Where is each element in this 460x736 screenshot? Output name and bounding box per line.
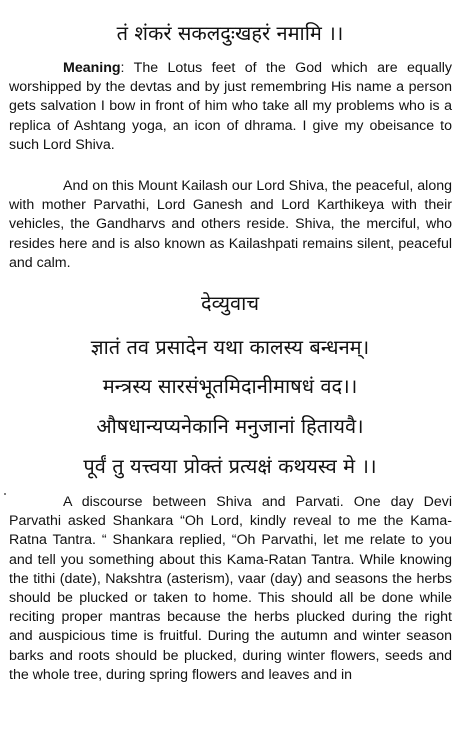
meaning-label: Meaning: [63, 60, 121, 76]
devi-uvacha-heading: देव्युवाच: [200, 291, 260, 315]
verse-line-3: औषधान्यप्यनेकानि मनुजानां हितायवै।: [96, 414, 364, 438]
meaning-paragraph: [9, 59, 452, 155]
verse-line-2: मन्त्रस्य सारसंभूतमिदानीमाषधं वद।।: [102, 374, 358, 398]
discourse-paragraph: [9, 493, 452, 685]
print-speck: [4, 493, 6, 495]
verse-line-4: पूर्वं तु यत्त्वया प्रोक्तं प्रत्यक्षं कथयस्व मे ।।: [83, 454, 377, 478]
verse-line-1: ज्ञातं तव प्रसादेन यथा कालस्य बन्धनम्।: [90, 335, 370, 359]
kailash-text: And on this Mount Kailash our Lord Shiva, the peaceful, along with mother Parvathi, Lord Ganesh and Lord Karthikeya with their vehicles, the Gandharvs and others reside. Shiva, the merciful, who resides here and is also known as Kailashpati remains silent, peaceful and calm.: [9, 178, 452, 271]
verse-top-line: तं शंकरं सकलदुःखहरं नमामि ।।: [116, 21, 344, 45]
kailash-paragraph: [9, 177, 452, 273]
discourse-text: A discourse between Shiva and Parvati. One day Devi Parvathi asked Shankara “Oh Lord, kindly reveal to me the Kama-Ratna Tantra. “ Shankara replied, “Oh Parvathi, let me relate to you and tell you something about this Kama-Ratan Tantra. While knowing the tithi (date), Nakshtra (asterism), vaar (day) and seasons the herbs should be plucked or taken to home. This should all be done while reciting proper mantras because the herbs plucked during the right and auspicious time is fruitful. During the autumn and winter season barks and roots should be plucked, during winter flowers, seeds and the whole tree, during spring flowers and leaves and in: [9, 494, 452, 683]
meaning-text: : The Lotus feet of the God which are equally worshipped by the devtas and by just remembring His name a person gets salvation I bow in front of him who take all my problems who is a replica of Ashtang yoga, an icon of dhrama. I give my obeisance to such Lord Shiva.: [9, 60, 452, 153]
